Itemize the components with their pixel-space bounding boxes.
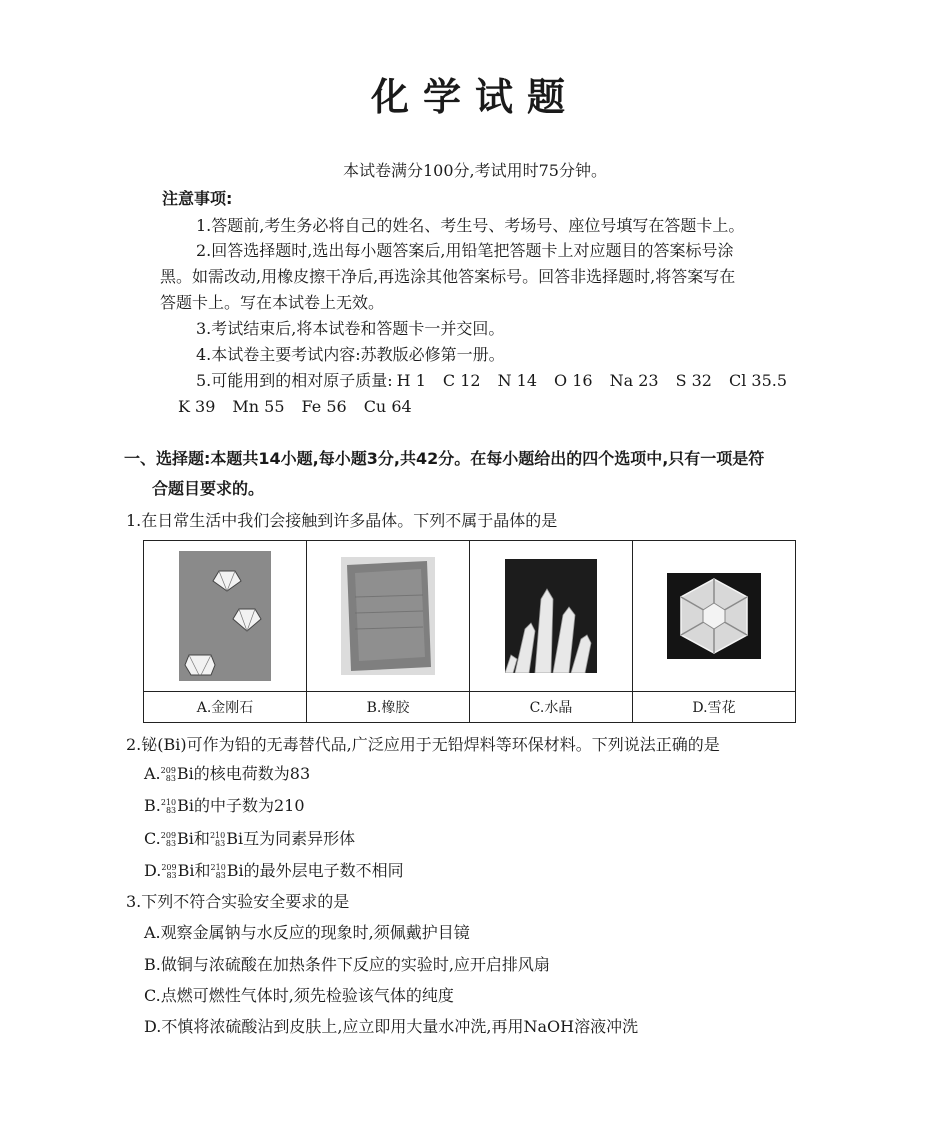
atomic-mass-label: 5.可能用到的相对原子质量: bbox=[196, 371, 393, 390]
atomic-mass-cl: Cl 35.5 bbox=[728, 371, 788, 390]
question-2-option-d: D. 209 83 Bi和 210 83 Bi的最外层电子数不相同 bbox=[144, 861, 404, 880]
atomic-mass-na: Na 23 bbox=[609, 371, 659, 390]
atomic-mass-n: N 14 bbox=[497, 371, 538, 390]
section-heading-line-2: 合题目要求的。 bbox=[152, 479, 265, 498]
section-heading-line-1: 一、选择题:本题共14小题,每小题3分,共42分。在每小题给出的四个选项中,只有一项是符 bbox=[124, 449, 765, 468]
question-2-option-b: B. 210 83 Bi的中子数为210 bbox=[144, 796, 305, 815]
option-c-label: C.水晶 bbox=[470, 692, 633, 723]
nuclide-notation: 210 83 bbox=[160, 797, 177, 815]
notice-item-3: 3.考试结束后,将本试卷和答题卡一并交回。 bbox=[196, 319, 505, 338]
question-2-stem: 2.铋(Bi)可作为铅的无毒替代品,广泛应用于无铅焊料等环保材料。下列说法正确的是 bbox=[126, 735, 720, 754]
question-2-option-c: C. 209 83 Bi和 210 83 Bi互为同素异形体 bbox=[144, 829, 356, 848]
question-3-option-c: C.点燃可燃性气体时,须先检验该气体的纯度 bbox=[144, 986, 454, 1005]
snowflake-image bbox=[667, 573, 761, 659]
question-1-stem: 1.在日常生活中我们会接触到许多晶体。下列不属于晶体的是 bbox=[126, 511, 558, 530]
question-3-option-a: A.观察金属钠与水反应的现象时,须佩戴护目镜 bbox=[144, 923, 470, 942]
nuclide-notation: 209 83 bbox=[160, 765, 176, 783]
notice-item-2-line-1: 2.回答选择题时,选出每小题答案后,用铅笔把答题卡上对应题目的答案标号涂 bbox=[196, 241, 734, 260]
question-3-stem: 3.下列不符合实验安全要求的是 bbox=[126, 892, 350, 911]
atomic-mass-h: H 1 bbox=[396, 371, 426, 390]
atomic-mass-fe: Fe 56 bbox=[301, 397, 347, 416]
option-d-cell bbox=[633, 541, 796, 692]
notice-item-5-cont bbox=[178, 394, 429, 420]
notice-item-2-line-3: 答题卡上。写在本试卷上无效。 bbox=[160, 293, 385, 312]
notice-heading: 注意事项: bbox=[162, 189, 233, 208]
option-b-cell bbox=[307, 541, 470, 692]
question-3-option-d: D.不慎将浓硫酸沾到皮肤上,应立即用大量水冲洗,再用NaOH溶液冲洗 bbox=[144, 1017, 639, 1036]
option-a-cell bbox=[144, 541, 307, 692]
question-3-option-b: B.做铜与浓硫酸在加热条件下反应的实验时,应开启排风扇 bbox=[144, 955, 550, 974]
option-a-label: A.金刚石 bbox=[144, 692, 307, 723]
quartz-crystal-image bbox=[505, 559, 597, 673]
rubber-image bbox=[341, 557, 435, 675]
nuclide-notation: 210 83 bbox=[210, 862, 226, 880]
atomic-mass-s: S 32 bbox=[675, 371, 712, 390]
option-b-label: B.橡胶 bbox=[307, 692, 470, 723]
diamond-image bbox=[179, 551, 271, 681]
option-d-label: D.雪花 bbox=[633, 692, 796, 723]
nuclide-notation: 209 83 bbox=[161, 862, 177, 880]
atomic-mass-o: O 16 bbox=[554, 371, 593, 390]
page-title: 化学试题 bbox=[370, 75, 579, 119]
notice-item-4: 4.本试卷主要考试内容:苏教版必修第一册。 bbox=[196, 345, 505, 364]
nuclide-notation: 209 83 bbox=[160, 830, 177, 848]
exam-info: 本试卷满分100分,考试用时75分钟。 bbox=[343, 161, 607, 180]
atomic-mass-k: K 39 bbox=[178, 397, 216, 416]
notice-item-5 bbox=[196, 368, 804, 394]
atomic-mass-mn: Mn 55 bbox=[232, 397, 285, 416]
notice-item-1: 1.答题前,考生务必将自己的姓名、考生号、考场号、座位号填写在答题卡上。 bbox=[196, 216, 745, 235]
atomic-mass-cu: Cu 64 bbox=[363, 397, 412, 416]
atomic-mass-c: C 12 bbox=[442, 371, 481, 390]
question-1-image-table bbox=[143, 540, 796, 723]
option-c-cell bbox=[470, 541, 633, 692]
notice-item-2-line-2: 黑。如需改动,用橡皮擦干净后,再选涂其他答案标号。回答非选择题时,将答案写在 bbox=[160, 267, 736, 286]
nuclide-notation: 210 83 bbox=[209, 830, 226, 848]
question-2-option-a: A. 209 83 Bi的核电荷数为83 bbox=[144, 764, 311, 783]
